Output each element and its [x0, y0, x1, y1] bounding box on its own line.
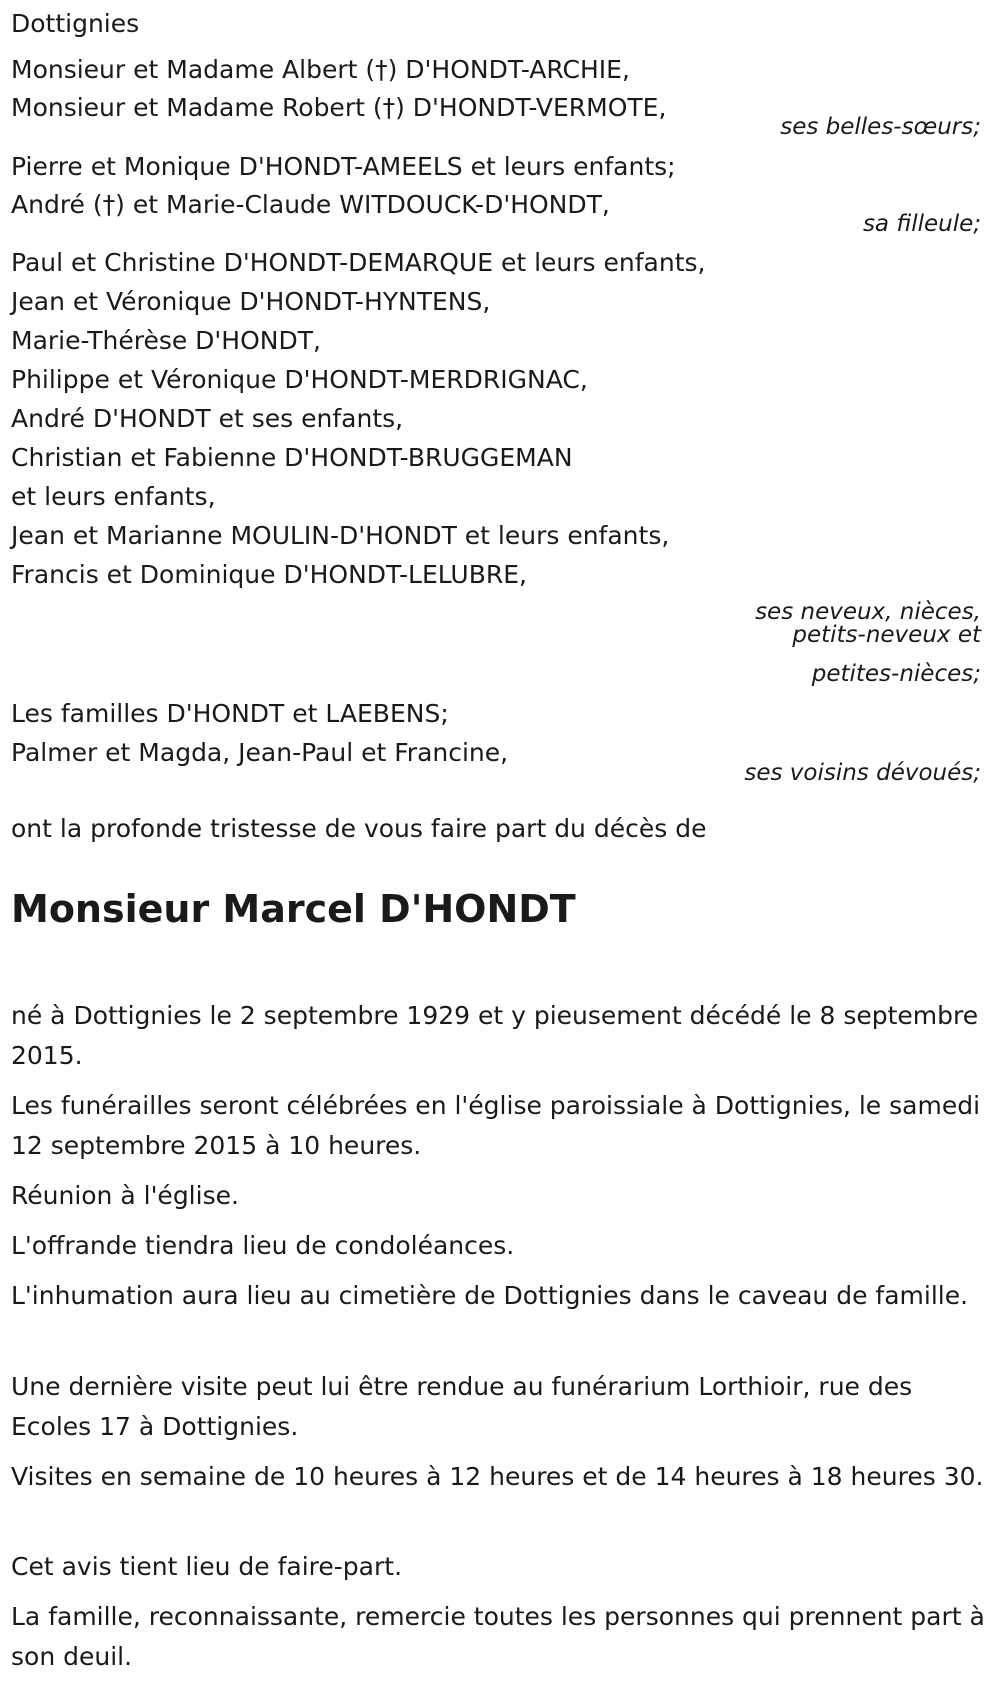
family-line: Pierre et Monique D'HONDT-AMEELS et leurs enfants;	[11, 152, 676, 181]
family-line: André D'HONDT et ses enfants,	[11, 404, 404, 433]
relation-label: ses belles-sœurs;	[780, 114, 981, 140]
relation-label: sa filleule;	[862, 211, 981, 237]
family-line: Jean et Marianne MOULIN-D'HONDT et leurs enfants,	[11, 521, 670, 550]
deceased-name: Monsieur Marcel D'HONDT	[11, 887, 576, 931]
family-line: André (†) et Marie-Claude WITDOUCK-D'HONDT,	[11, 190, 610, 219]
notice-paragraph: L'inhumation aura lieu au cimetière de Dottignies dans le caveau de famille.	[11, 1281, 969, 1310]
relation-label: petits-neveux et	[792, 622, 981, 648]
notice-paragraph: Les funérailles seront célébrées en l'église paroissiale à Dottignies, le samedi 12 septembre 2015 à 10 heures.	[11, 1091, 981, 1160]
family-line: Monsieur et Madame Robert (†) D'HONDT-VERMOTE,	[11, 93, 667, 122]
relation-label: petites-nièces;	[811, 661, 981, 687]
family-line: Marie-Thérèse D'HONDT,	[11, 326, 321, 355]
relation-label: ses neveux, nièces,	[755, 599, 981, 625]
family-line: Francis et Dominique D'HONDT-LELUBRE,	[11, 560, 527, 589]
notice-paragraph: L'offrande tiendra lieu de condoléances.	[11, 1231, 515, 1260]
notice-paragraph: Cet avis tient lieu de faire-part.	[11, 1552, 403, 1581]
family-line: Paul et Christine D'HONDT-DEMARQUE et leurs enfants,	[11, 248, 706, 277]
family-line: Jean et Véronique D'HONDT-HYNTENS,	[11, 287, 491, 316]
family-line: Christian et Fabienne D'HONDT-BRUGGEMAN	[11, 443, 573, 472]
notice-paragraph: né à Dottignies le 2 septembre 1929 et y pieusement décédé le 8 septembre 2015.	[11, 1001, 979, 1070]
family-line: et leurs enfants,	[11, 482, 216, 511]
family-line: Les familles D'HONDT et LAEBENS;	[11, 699, 449, 728]
notice-paragraph: Visites en semaine de 10 heures à 12 heures et de 14 heures à 18 heures 30.	[11, 1462, 984, 1491]
notice-paragraph: Une dernière visite peut lui être rendue au funérarium Lorthioir, rue des Ecoles 17 à Dottignies.	[11, 1372, 913, 1441]
family-line: Philippe et Véronique D'HONDT-MERDRIGNAC,	[11, 365, 588, 394]
notice-paragraph: La famille, reconnaissante, remercie toutes les personnes qui prennent part à son deuil.	[11, 1602, 985, 1671]
place-name: Dottignies	[11, 9, 140, 38]
family-line: Monsieur et Madame Albert (†) D'HONDT-ARCHIE,	[11, 55, 630, 84]
notice-paragraph: Réunion à l'église.	[11, 1181, 239, 1210]
announcement-text: ont la profonde tristesse de vous faire part du décès de	[11, 814, 707, 843]
relation-label: ses voisins dévoués;	[744, 760, 981, 786]
family-line: Palmer et Magda, Jean-Paul et Francine,	[11, 738, 509, 767]
